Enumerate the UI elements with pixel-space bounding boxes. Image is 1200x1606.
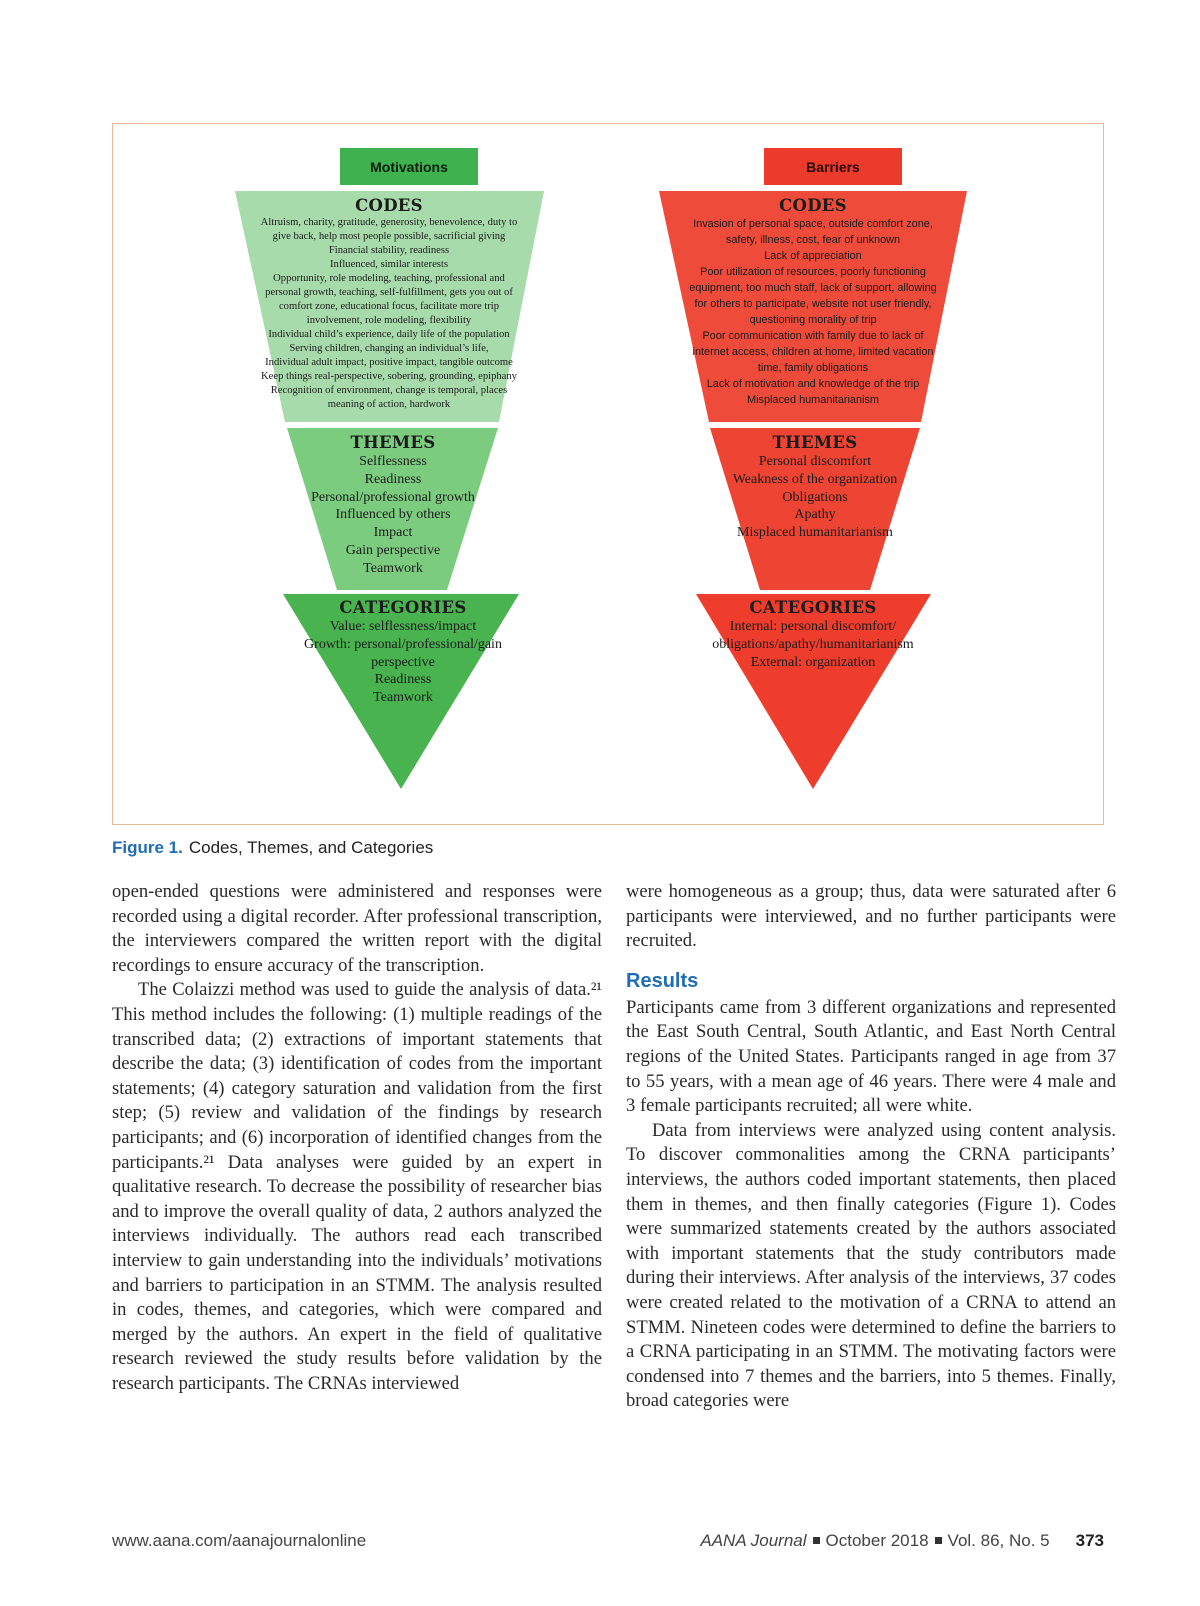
figure-caption	[112, 838, 433, 858]
right-paragraph-3: Data from interviews were analyzed using content analysis. To discover commonalities among the CRNA participants’ interviews, the authors coded important statements, then placed them in themes, and then finally categories (Figure 1). Codes were summarized statements created by the authors associated with important statements that the study contributors made during their interviews. After analysis of the interviews, 37 codes were created related to the motivation of a CRNA to attend an STMM. Nineteen codes were determined to define the barriers to a CRNA participating in an STMM. The motivating factors were condensed into 7 themes and the barriers, into 5 themes. Finally, broad categories were	[626, 1119, 1116, 1412]
left-paragraph-1: open-ended questions were administered and responses were recorded using a digital recorder. After professional transcription, the interviewers compared the written report with the digital recordings to ensure accuracy of the transcription.	[112, 881, 602, 976]
text-line: involvement, role modeling, flexibility	[306, 315, 472, 326]
text-line: Teamwork	[363, 560, 423, 576]
motivations-categories-title: CATEGORIES	[339, 598, 467, 617]
text-line: Influenced, similar interests	[330, 259, 448, 270]
barriers-themes-title: THEMES	[772, 433, 858, 452]
barriers-categories-title: CATEGORIES	[749, 598, 877, 617]
text-line: Invasion of personal space, outside comfort zone,	[693, 218, 933, 230]
text-line: obligations/apathy/humanitarianism	[712, 636, 914, 652]
motivations-header: Motivations	[340, 148, 478, 185]
text-line: Recognition of environment, change is temporal, places	[270, 385, 508, 396]
text-line: Internal: personal discomfort/	[729, 619, 897, 634]
text-line: External: organization	[750, 654, 876, 670]
text-line: Poor utilization of resources, poorly functioning	[700, 266, 926, 278]
motivations-categories-list	[293, 618, 513, 707]
footer-volume: Vol. 86, No. 5	[947, 1531, 1050, 1550]
text-line: Altruism, charity, gratitude, generosity, benevolence, duty to	[260, 217, 518, 228]
motivations-themes	[283, 433, 503, 578]
motivations-themes-title: THEMES	[350, 433, 436, 452]
text-line: Readiness	[374, 672, 432, 688]
text-line: Gain perspective	[345, 542, 441, 558]
motivations-codes-list	[237, 216, 541, 412]
barriers-themes	[705, 433, 925, 542]
text-line: Apathy	[794, 507, 836, 523]
barriers-header: Barriers	[764, 148, 902, 185]
barriers-codes-list	[661, 216, 965, 408]
right-paragraph-1: were homogeneous as a group; thus, data were saturated after 6 participants were interviewed, and no further participants were recruited.	[626, 881, 1116, 952]
separator-square-icon	[813, 1537, 820, 1544]
text-line: Personal/professional growth	[311, 489, 475, 505]
footer-url[interactable]: www.aana.com/aanajournalonline	[112, 1531, 367, 1550]
text-line: give back, help most people possible, sacrificial giving	[272, 231, 506, 242]
left-paragraph-2: The Colaizzi method was used to guide the analysis of data.²¹ This method includes the following: (1) multiple readings of the transcribed data; (2) extractions of important statements that describe the data; (3) identification of codes from the important statements; (4) category saturation and validation from the first step; (5) review and validation of the findings by research participants; and (6) incorporation of identified changes from the participants.²¹ Data analyses were guided by an expert in qualitative research. To decrease the possibility of researcher bias and to improve the overall quality of data, 2 authors analyzed the interviews individually. The authors read each transcribed interview to gain understanding into the individuals’ motivations and barriers to participation in an STMM. The analysis resulted in codes, themes, and categories, which were compared and merged by the authors. An expert in the field of qualitative research reviewed the study results before validation by the research participants. The CRNAs interviewed	[112, 979, 602, 1394]
text-line: equipment, too much staff, lack of support, allowing	[689, 282, 937, 294]
motivations-categories	[293, 598, 513, 707]
figure-1	[112, 123, 1104, 825]
text-line: comfort zone, educational focus, facilitate more trip	[278, 301, 500, 312]
text-line: Financial stability, readiness	[328, 245, 450, 256]
barriers-codes	[661, 196, 965, 408]
page-number: 373	[1075, 1531, 1104, 1550]
motivations-themes-list	[283, 453, 503, 578]
separator-square-icon	[935, 1537, 942, 1544]
left-column	[112, 880, 602, 1396]
text-line: Lack of appreciation	[764, 250, 862, 262]
right-paragraph-2: Participants came from 3 different organizations and represented the East South Central, South Atlantic, and East North Central regions of the United States. Participants ranged in age from 37 to 55 years, with a mean age of 46 years. There were 4 male and 3 female participants recruited; all were white.	[626, 996, 1116, 1117]
text-line: Influenced by others	[335, 507, 451, 523]
footer-journal: AANA Journal	[700, 1531, 807, 1550]
text-line: personal growth, teaching, self-fulfillment, gets you out of	[265, 287, 513, 298]
text-line: Personal discomfort	[758, 454, 872, 469]
text-line: Individual adult impact, positive impact, tangible outcome	[265, 357, 513, 368]
barriers-themes-list	[705, 453, 925, 542]
motivations-codes-title: CODES	[355, 196, 423, 215]
text-line: Lack of motivation and knowledge of the trip	[706, 378, 920, 390]
barriers-codes-title: CODES	[779, 196, 847, 215]
text-line: time, family obligations	[757, 362, 869, 374]
text-line: Teamwork	[373, 690, 433, 706]
text-line: internet access, children at home, limited vacation	[692, 346, 934, 358]
results-heading: Results	[626, 969, 699, 992]
text-line: Readiness	[364, 471, 422, 487]
text-line: perspective	[371, 654, 435, 670]
text-line: Misplaced humanitarianism	[737, 525, 893, 541]
text-line: Weakness of the organization	[732, 471, 898, 487]
barriers-categories	[703, 598, 923, 671]
text-line: Impact	[373, 525, 413, 541]
text-line: Obligations	[782, 489, 848, 505]
motivations-codes	[237, 196, 541, 412]
text-line: Growth: personal/professional/gain	[304, 636, 502, 652]
barriers-categories-list	[703, 618, 923, 671]
figure-caption-label: Figure 1.	[112, 838, 183, 857]
text-line: Keep things real-perspective, sobering, grounding, epiphany	[261, 371, 517, 382]
footer-date: October 2018	[825, 1531, 929, 1550]
text-line: Individual child’s experience, daily life of the population	[268, 329, 510, 340]
text-line: Misplaced humanitarianism	[747, 394, 879, 406]
text-line: meaning of action, hardwork	[327, 399, 451, 410]
text-line: Selflessness	[359, 454, 427, 469]
text-line: safety, illness, cost, fear of unknown	[725, 234, 901, 246]
text-line: Value: selflessness/impact	[329, 619, 477, 634]
text-line: for others to participate, website not user friendly,	[694, 298, 932, 310]
text-line: questioning morality of trip	[749, 314, 877, 326]
text-line: Serving children, changing an individual’s life,	[289, 343, 489, 354]
figure-caption-text: Codes, Themes, and Categories	[188, 838, 434, 857]
footer-citation	[700, 1531, 1104, 1551]
right-column	[626, 880, 1116, 1414]
text-line: Poor communication with family due to lack of	[702, 330, 924, 342]
text-line: Opportunity, role modeling, teaching, professional and	[273, 273, 505, 284]
